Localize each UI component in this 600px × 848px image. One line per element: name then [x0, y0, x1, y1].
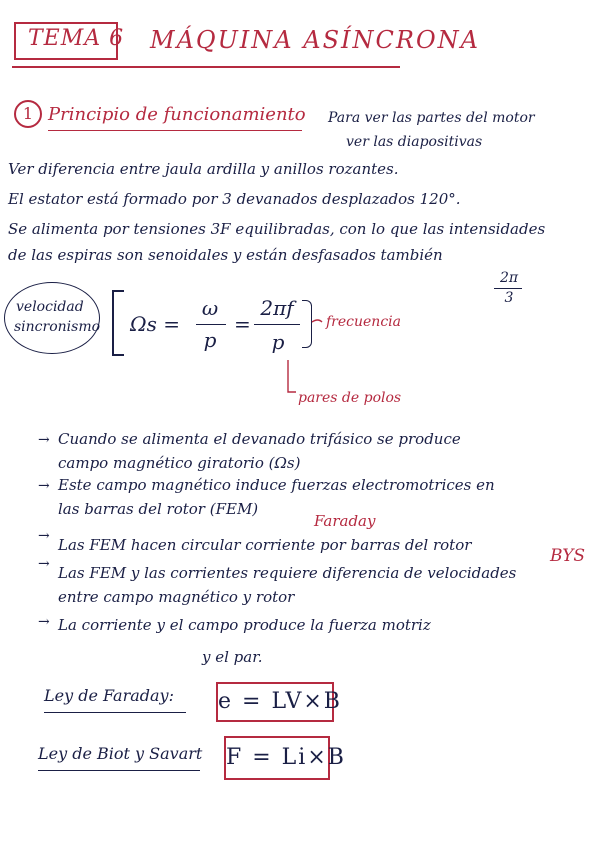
bullet-line: entre campo magnético y rotor [58, 588, 295, 606]
bullet-line: Las FEM hacen circular corriente por barras del rotor [58, 536, 472, 554]
label-frequency: frecuencia [326, 314, 401, 330]
frac2-denominator: p [271, 330, 285, 354]
intro-line: El estator está formado por 3 devanados desplazados 120°. [8, 190, 461, 208]
page-title: MÁQUINA ASÍNCRONA [150, 26, 480, 54]
bullet-line: las barras del rotor (FEM) [58, 500, 259, 518]
bullet-arrow-icon: → [38, 432, 50, 448]
law-label-underline [38, 770, 200, 771]
tema-label: TEMA 6 [28, 26, 125, 51]
section-title: Principio de funcionamiento [48, 104, 306, 125]
intro-line: de las espiras son senoidales y están desfasados también [8, 246, 443, 264]
section-number: 1 [14, 100, 42, 128]
bullet-arrow-icon: → [38, 478, 50, 494]
bullet-line: Este campo magnético induce fuerzas electromotrices en [58, 476, 495, 494]
bullet-line: La corriente y el campo produce la fuerza motriz [58, 616, 431, 634]
frac2-numerator: 2πf [260, 296, 294, 320]
bullet-line: Las FEM y las corrientes requiere diferencia de velocidades [58, 564, 517, 582]
fraction-numerator: 2π [499, 270, 519, 286]
sync-bubble-line1: velocidad [16, 299, 84, 315]
bullet-arrow-icon: → [38, 556, 50, 572]
bullet-red-suffix: Faraday [314, 512, 376, 530]
law-label-biot-savart: Ley de Biot y Savart [38, 744, 203, 763]
bullet-arrow-icon: → [38, 528, 50, 544]
bullet-red-suffix: BYS [550, 546, 586, 566]
intro-line: Se alimenta por tensiones 3F equilibradas, con lo que las intensidades [8, 220, 546, 238]
bullet-line: Cuando se alimenta el devanado trifásico se produce [58, 430, 461, 448]
side-note-1: Para ver las partes del motor [328, 110, 535, 126]
sync-bubble-line2: sincronismo [14, 319, 101, 335]
faraday-formula-box: e = LV×B [216, 682, 334, 722]
law-label-faraday: Ley de Faraday: [44, 686, 174, 705]
intro-line: Ver diferencia entre jaula ardilla y anillos rozantes. [8, 160, 399, 178]
omega-s-symbol: Ωs = [130, 312, 180, 336]
frac1-denominator: p [203, 328, 217, 352]
biot-savart-formula-box: F = Li×B [224, 736, 330, 780]
bullet-arrow-icon: → [38, 614, 50, 630]
law-label-underline [44, 712, 186, 713]
fraction-denominator: 3 [504, 290, 514, 306]
bullet-line: campo magnético giratorio (Ωs) [58, 454, 301, 472]
frac1-numerator: ω [201, 296, 219, 320]
formula-equals: = [234, 312, 251, 336]
side-note-2: ver las diapositivas [346, 134, 483, 150]
bullet-line: y el par. [202, 648, 263, 666]
label-pole-pairs: pares de polos [298, 390, 402, 406]
